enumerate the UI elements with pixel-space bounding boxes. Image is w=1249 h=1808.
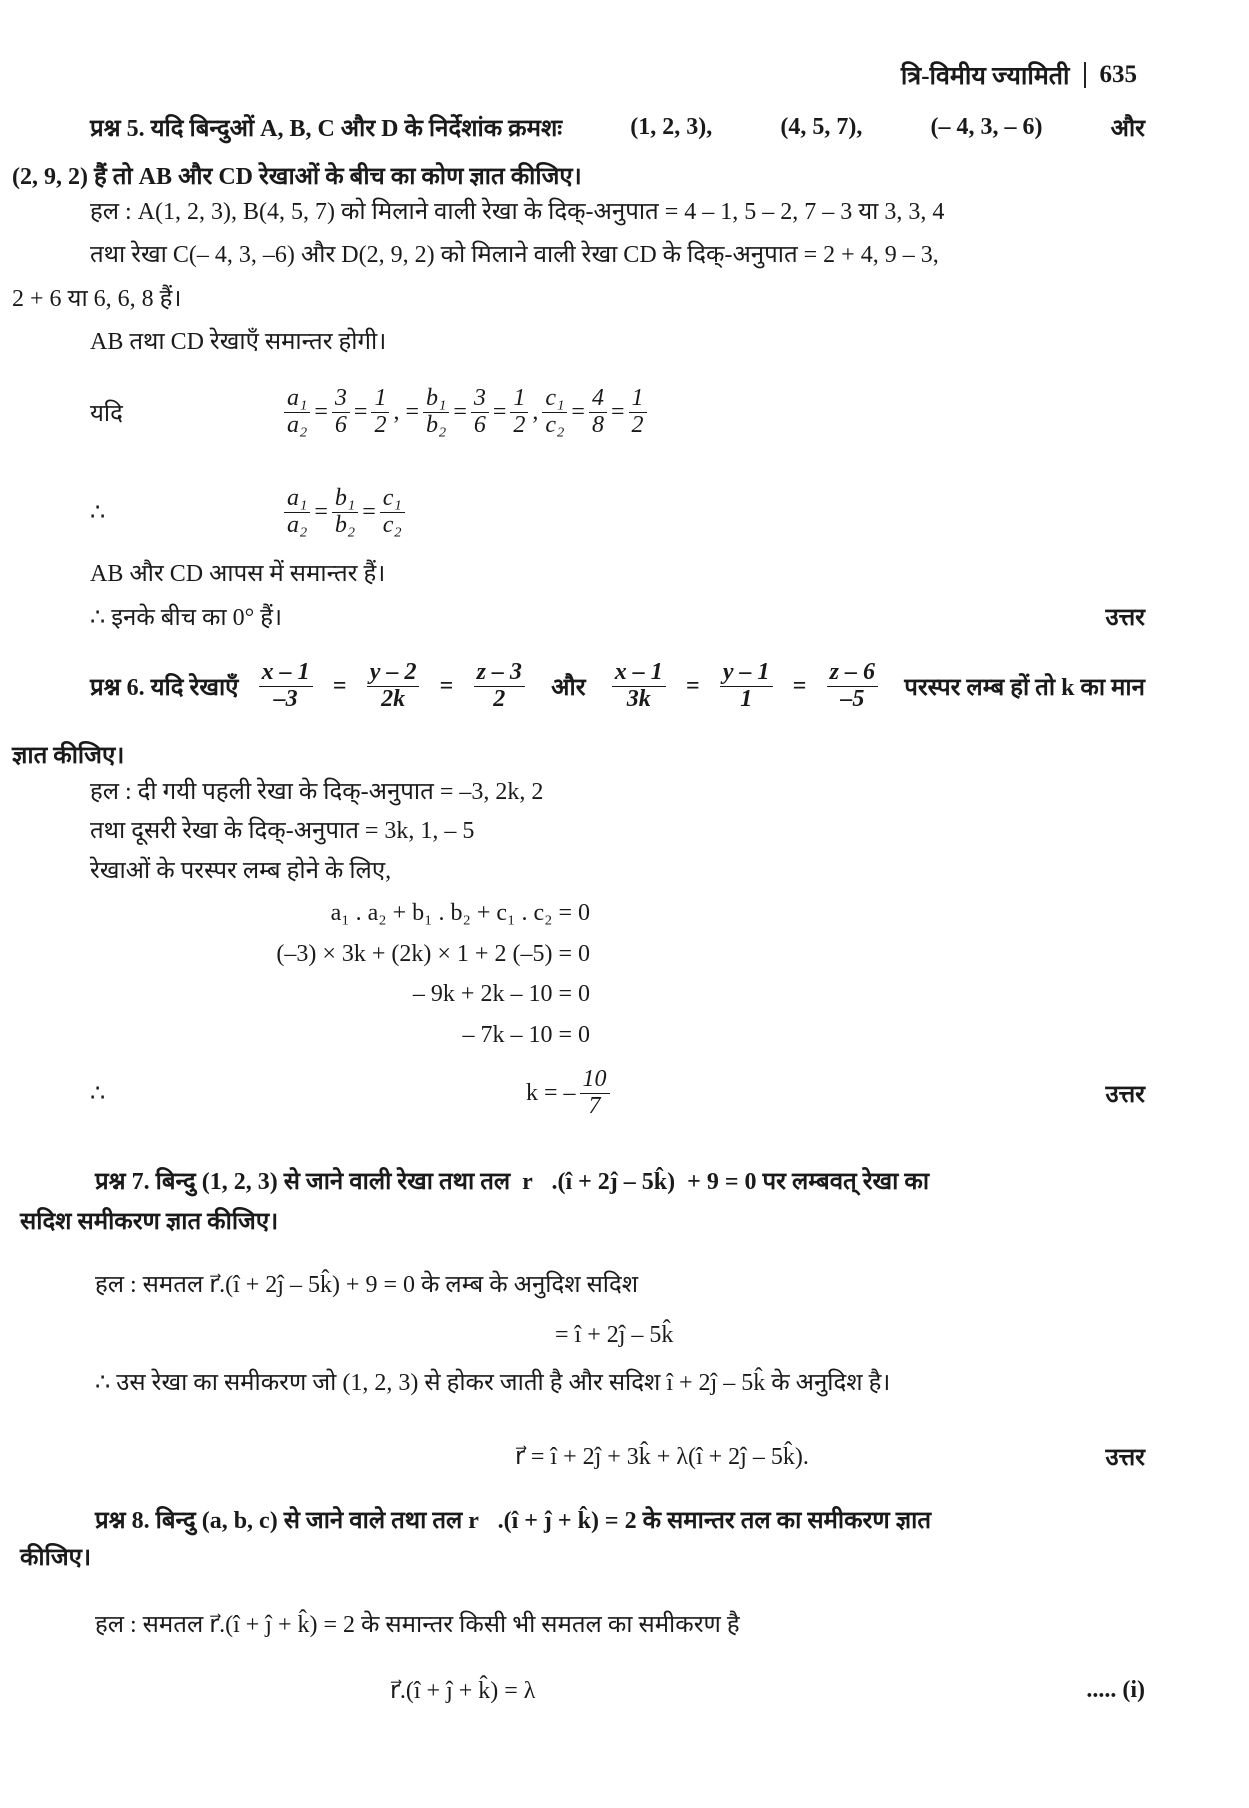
numerator: y – 1 bbox=[720, 660, 773, 686]
fraction bbox=[827, 660, 878, 711]
numerator: 3 bbox=[332, 386, 350, 412]
text-segment: परस्पर लम्ब हों तो k का मान bbox=[898, 674, 1145, 701]
question-line bbox=[90, 658, 1145, 714]
answer-label: ..... (i) bbox=[1086, 1676, 1145, 1703]
denominator: a₂ bbox=[287, 411, 308, 438]
text-segment: = bbox=[492, 398, 507, 425]
denominator: b₂ bbox=[425, 411, 447, 438]
text-segment: (2, 9, 2) हैं तो AB और CD रेखाओं के बीच का कोण ज्ञात कीजिए। bbox=[12, 163, 582, 190]
denominator: c₂ bbox=[545, 411, 565, 438]
answer-label: उत्तर bbox=[1105, 1444, 1145, 1471]
text-segment: हल : दी गयी पहली रेखा के दिक्-अनुपात = –3, 2k, 2 bbox=[90, 778, 544, 805]
numerator: a₁ bbox=[284, 486, 310, 512]
text-line bbox=[515, 1428, 809, 1484]
text-segment: ∴ उस रेखा का समीकरण जो (1, 2, 3) से होकर जाती है और सदिश î + 2ĵ – 5k̂ के अनुदिश है। bbox=[95, 1369, 891, 1396]
text-segment: = bbox=[685, 672, 700, 699]
text-segment: a₁ . a₂ + b₁ . b₂ + c₁ . c₂ = 0 bbox=[330, 899, 590, 926]
fraction bbox=[284, 486, 310, 537]
fraction bbox=[380, 486, 405, 537]
text-segment: , bbox=[532, 398, 539, 425]
text-line bbox=[462, 1007, 590, 1063]
text-segment: ज्ञात कीजिए। bbox=[12, 742, 125, 769]
text-line bbox=[90, 312, 386, 368]
denominator: 6 bbox=[334, 411, 347, 438]
numerator: b₁ bbox=[332, 486, 358, 512]
numerator: y – 2 bbox=[367, 660, 420, 686]
fraction bbox=[259, 660, 313, 711]
numerator: c₁ bbox=[542, 386, 567, 412]
denominator: –5 bbox=[840, 685, 865, 712]
text-segment: 2 + 6 या 6, 6, 8 हैं। bbox=[12, 285, 182, 312]
fraction bbox=[580, 1067, 610, 1118]
text-line bbox=[90, 225, 1145, 281]
text-segment: = bbox=[314, 498, 328, 525]
text-line bbox=[95, 1353, 890, 1409]
answer-label: उत्तर bbox=[1105, 604, 1145, 631]
text-segment: और bbox=[1110, 115, 1145, 142]
text-segment: प्रश्न 6. यदि रेखाएँ bbox=[90, 674, 239, 701]
numerator: x – 1 bbox=[259, 660, 313, 686]
numerator: 1 bbox=[510, 386, 528, 412]
fraction bbox=[423, 386, 449, 437]
denominator: c₂ bbox=[382, 511, 402, 538]
text-segment: – 9k + 2k – 10 = 0 bbox=[412, 980, 590, 1007]
answer-label: उत्तर bbox=[1105, 1081, 1145, 1108]
text-segment: = bbox=[439, 672, 454, 699]
text-segment: = bbox=[453, 398, 467, 425]
denominator: 3k bbox=[626, 685, 651, 712]
fraction bbox=[367, 660, 420, 711]
text-segment: = bbox=[610, 398, 625, 425]
numerator: x – 1 bbox=[612, 660, 666, 686]
text-segment: ∴ इनके बीच का 0° हैं। bbox=[90, 604, 283, 631]
text-segment: r⃗.(î + ĵ + k̂) = λ bbox=[390, 1677, 536, 1704]
fraction bbox=[371, 386, 389, 437]
text-segment: ∴ bbox=[90, 499, 106, 526]
numerator: z – 3 bbox=[474, 660, 525, 686]
text-segment: (1, 2, 3), bbox=[630, 113, 713, 140]
text-segment: यदि bbox=[90, 400, 123, 427]
text-line bbox=[90, 1065, 105, 1121]
text-segment: (–3) × 3k + (2k) × 1 + 2 (–5) = 0 bbox=[276, 940, 590, 967]
numerator: 4 bbox=[589, 386, 607, 412]
text-line bbox=[280, 484, 409, 540]
question-line bbox=[95, 1491, 1145, 1547]
text-segment: = bbox=[362, 498, 376, 525]
fraction bbox=[629, 386, 647, 437]
text-segment: और bbox=[545, 674, 592, 701]
text-line bbox=[526, 1065, 614, 1121]
text-segment: हल : समतल r⃗.(î + 2ĵ – 5k̂) + 9 = 0 के लम्ब के अनुदिश सदिश bbox=[95, 1271, 639, 1298]
numerator: a₁ bbox=[284, 386, 310, 412]
denominator: b₂ bbox=[334, 511, 356, 538]
text-segment: (4, 5, 7), bbox=[780, 113, 863, 140]
text-line bbox=[390, 1662, 535, 1718]
denominator: 8 bbox=[591, 411, 604, 438]
denominator: 2k bbox=[381, 685, 406, 712]
denominator: –3 bbox=[273, 685, 298, 712]
text-segment: k = – bbox=[526, 1079, 576, 1106]
text-line bbox=[280, 384, 651, 440]
text-segment: , = bbox=[393, 398, 419, 425]
numerator: 1 bbox=[629, 386, 647, 412]
fraction bbox=[510, 386, 528, 437]
text-segment: रेखाओं के परस्पर लम्ब होने के लिए, bbox=[90, 857, 392, 884]
text-segment: AB तथा CD रेखाएँ समान्तर होगी। bbox=[90, 328, 387, 355]
text-segment: – 7k – 10 = 0 bbox=[462, 1021, 590, 1048]
denominator: 6 bbox=[473, 411, 486, 438]
fraction bbox=[720, 660, 773, 711]
question-line bbox=[20, 1528, 91, 1584]
text-segment: (– 4, 3, – 6) bbox=[930, 113, 1043, 140]
text-segment: प्रश्न 5. यदि बिन्दुओं A, B, C और D के निर्देशांक क्रमशः bbox=[90, 115, 563, 142]
text-segment: ∴ bbox=[90, 1080, 106, 1107]
numerator: 1 bbox=[371, 386, 389, 412]
fraction bbox=[542, 386, 567, 437]
text-line bbox=[90, 484, 105, 540]
text-segment: प्रश्न 7. बिन्दु (1, 2, 3) से जाने वाली रेखा तथा तल r⃗.(î + 2ĵ – 5k̂) + 9 = 0 पर लम्बवत् रेखा का bbox=[95, 1168, 930, 1195]
numerator: 10 bbox=[580, 1067, 610, 1093]
text-segment: = bbox=[571, 398, 585, 425]
numerator: c₁ bbox=[380, 486, 405, 512]
numerator: 3 bbox=[471, 386, 489, 412]
header-divider bbox=[1084, 62, 1086, 88]
text-segment: AB और CD आपस में समान्तर हैं। bbox=[90, 560, 386, 587]
text-segment: कीजिए। bbox=[20, 1544, 92, 1571]
text-segment: सदिश समीकरण ज्ञात कीजिए। bbox=[20, 1208, 279, 1235]
text-segment: तथा दूसरी रेखा के दिक्-अनुपात = 3k, 1, – 5 bbox=[90, 817, 475, 844]
text-segment: = bbox=[314, 398, 328, 425]
page-header bbox=[901, 58, 1137, 92]
text-segment: = bbox=[353, 398, 368, 425]
text-segment: हल : समतल r⃗.(î + ĵ + k̂) = 2 के समान्तर किसी भी समतल का समीकरण है bbox=[95, 1611, 740, 1638]
fraction bbox=[612, 660, 666, 711]
text-segment: हल : A(1, 2, 3), B(4, 5, 7) को मिलाने वाली रेखा के दिक्-अनुपात = 4 – 1, 5 – 2, 7 – 3 या 3, 3, 4 bbox=[90, 198, 945, 225]
numerator: z – 6 bbox=[827, 660, 878, 686]
text-line bbox=[95, 1595, 740, 1651]
denominator: 7 bbox=[588, 1092, 601, 1119]
numerator: b₁ bbox=[423, 386, 449, 412]
fraction bbox=[332, 486, 358, 537]
text-segment: तथा रेखा C(– 4, 3, –6) और D(2, 9, 2) को मिलाने वाली रेखा CD के दिक्-अनुपात = 2 + 4, 9 – 3, bbox=[90, 241, 939, 268]
fraction bbox=[589, 386, 607, 437]
denominator: 1 bbox=[740, 685, 753, 712]
denominator: 2 bbox=[631, 411, 644, 438]
text-segment: = î + 2ĵ – 5k̂ bbox=[555, 1321, 674, 1348]
fraction bbox=[332, 386, 350, 437]
denominator: 2 bbox=[374, 411, 387, 438]
text-line bbox=[90, 384, 123, 440]
text-segment: r⃗ = î + 2ĵ + 3k̂ + λ(î + 2ĵ – 5k̂). bbox=[515, 1443, 809, 1470]
chapter-title: त्रि-विमीय ज्यामिती bbox=[900, 63, 1070, 90]
denominator: 2 bbox=[493, 685, 506, 712]
page-number: 635 bbox=[1099, 61, 1137, 88]
text-segment: = bbox=[332, 672, 347, 699]
fraction bbox=[471, 386, 489, 437]
text-segment: प्रश्न 8. बिन्दु (a, b, c) से जाने वाले तथा तल r⃗.(î + ĵ + k̂) = 2 के समान्तर तल का समीकरण ज्ञात bbox=[95, 1507, 931, 1534]
question-line bbox=[20, 1192, 278, 1248]
fraction bbox=[474, 660, 525, 711]
denominator: 2 bbox=[513, 411, 526, 438]
denominator: a₂ bbox=[287, 511, 308, 538]
fraction bbox=[284, 386, 310, 437]
text-line bbox=[90, 588, 282, 644]
text-segment: = bbox=[792, 672, 807, 699]
text-line bbox=[95, 1255, 638, 1311]
